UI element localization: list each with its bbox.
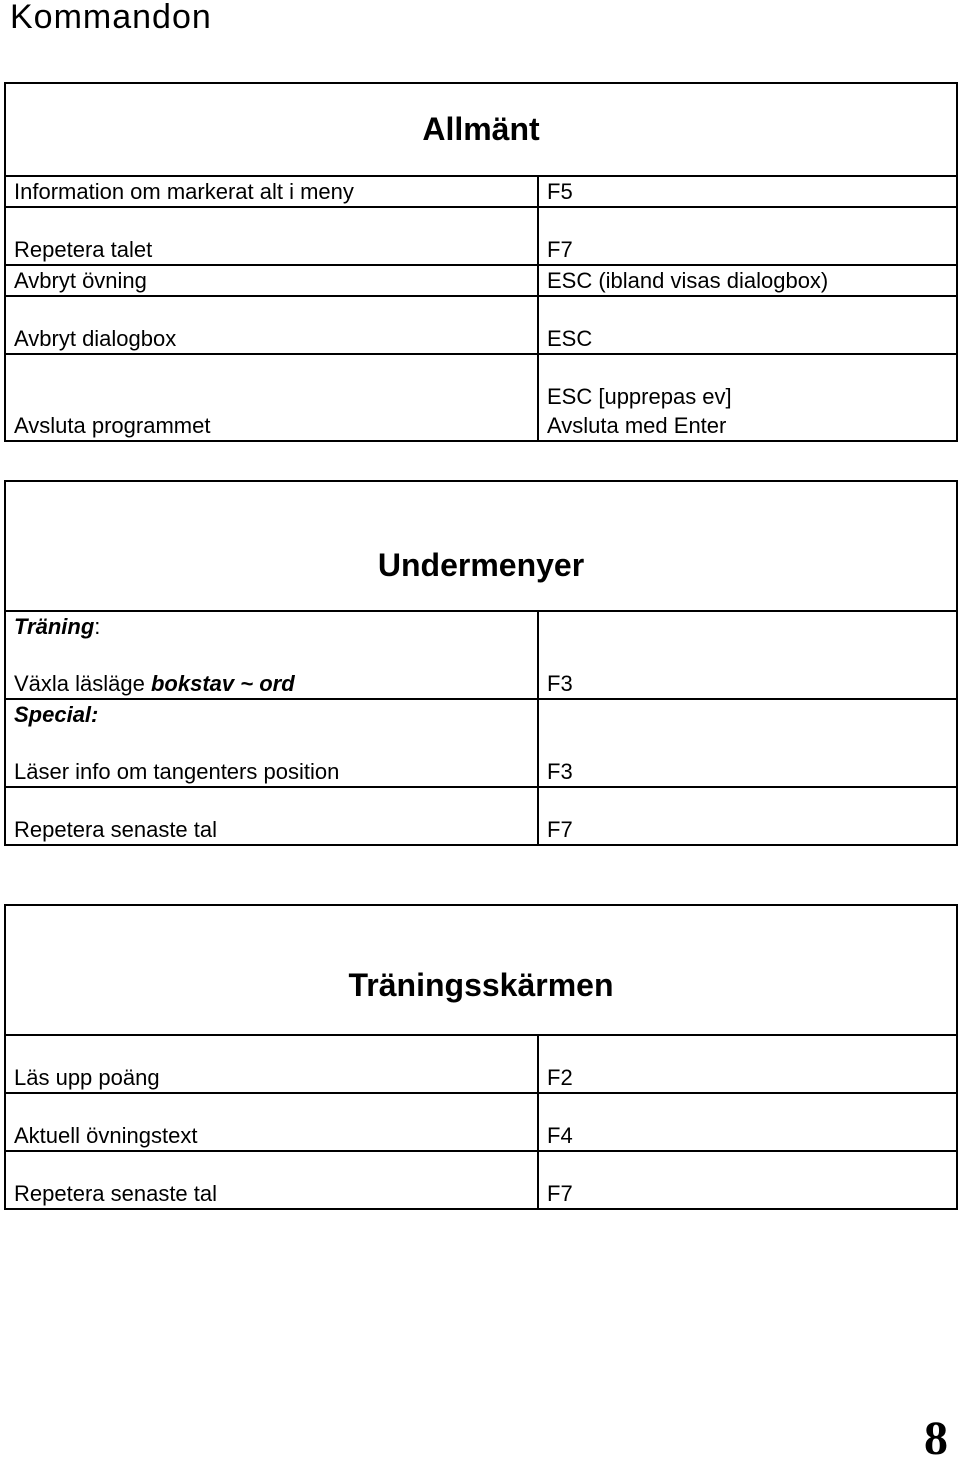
- command-key: F7: [538, 1151, 957, 1209]
- table-row: [5, 1151, 957, 1209]
- command-label: Repetera talet: [5, 207, 538, 265]
- command-key: F2: [538, 1035, 957, 1093]
- command-label: Läs upp poäng: [5, 1035, 538, 1093]
- table-row: [5, 699, 957, 787]
- section-allmant: [4, 82, 956, 442]
- traning-colon: :: [94, 614, 101, 639]
- vaxla-mode: bokstav ~ ord: [150, 671, 295, 696]
- traningsskarmen-heading: Träningsskärmen: [5, 905, 957, 1035]
- command-label: Avbryt dialogbox: [5, 296, 538, 354]
- command-label: Avbryt övning: [5, 265, 538, 296]
- command-label: Repetera senaste tal: [5, 1151, 538, 1209]
- allmant-heading: Allmänt: [5, 83, 957, 176]
- section-undermenyer: [4, 480, 956, 846]
- command-label: Information om markerat alt i meny: [5, 176, 538, 207]
- command-label: Avsluta programmet: [5, 354, 538, 441]
- command-key: F7: [538, 207, 957, 265]
- command-label: Repetera senaste tal: [5, 787, 538, 845]
- traning-label: Träning: [14, 614, 95, 639]
- command-key-line: Avsluta med Enter: [547, 413, 727, 438]
- command-key: F4: [538, 1093, 957, 1151]
- undermenyer-table: [4, 480, 958, 846]
- command-key: ESC: [538, 296, 957, 354]
- command-label: Läser info om tangenters position: [14, 759, 340, 784]
- command-key-line: ESC [upprepas ev]: [547, 384, 732, 409]
- table-row: [5, 1093, 957, 1151]
- command-key: [538, 354, 957, 441]
- table-row: [5, 611, 957, 699]
- document-title: Kommandon: [10, 0, 212, 36]
- traning-cell: [5, 611, 538, 699]
- command-key: F3: [538, 699, 957, 787]
- special-label: Special:: [14, 702, 99, 727]
- command-key: F7: [538, 787, 957, 845]
- special-cell: [5, 699, 538, 787]
- table-row: [5, 207, 957, 265]
- command-key: F3: [538, 611, 957, 699]
- undermenyer-heading: Undermenyer: [5, 481, 957, 611]
- command-label: Aktuell övningstext: [5, 1093, 538, 1151]
- table-row: [5, 1035, 957, 1093]
- command-key: ESC (ibland visas dialogbox): [538, 265, 957, 296]
- page-number: 8: [924, 1412, 948, 1465]
- table-row: [5, 176, 957, 207]
- table-row: [5, 265, 957, 296]
- table-row: [5, 296, 957, 354]
- allmant-table: [4, 82, 958, 442]
- table-row: [5, 787, 957, 845]
- table-row: [5, 354, 957, 441]
- command-key: F5: [538, 176, 957, 207]
- section-traningsskarmen: [4, 904, 956, 1210]
- vaxla-label: Växla läsläge: [14, 671, 151, 696]
- traningsskarmen-table: [4, 904, 958, 1210]
